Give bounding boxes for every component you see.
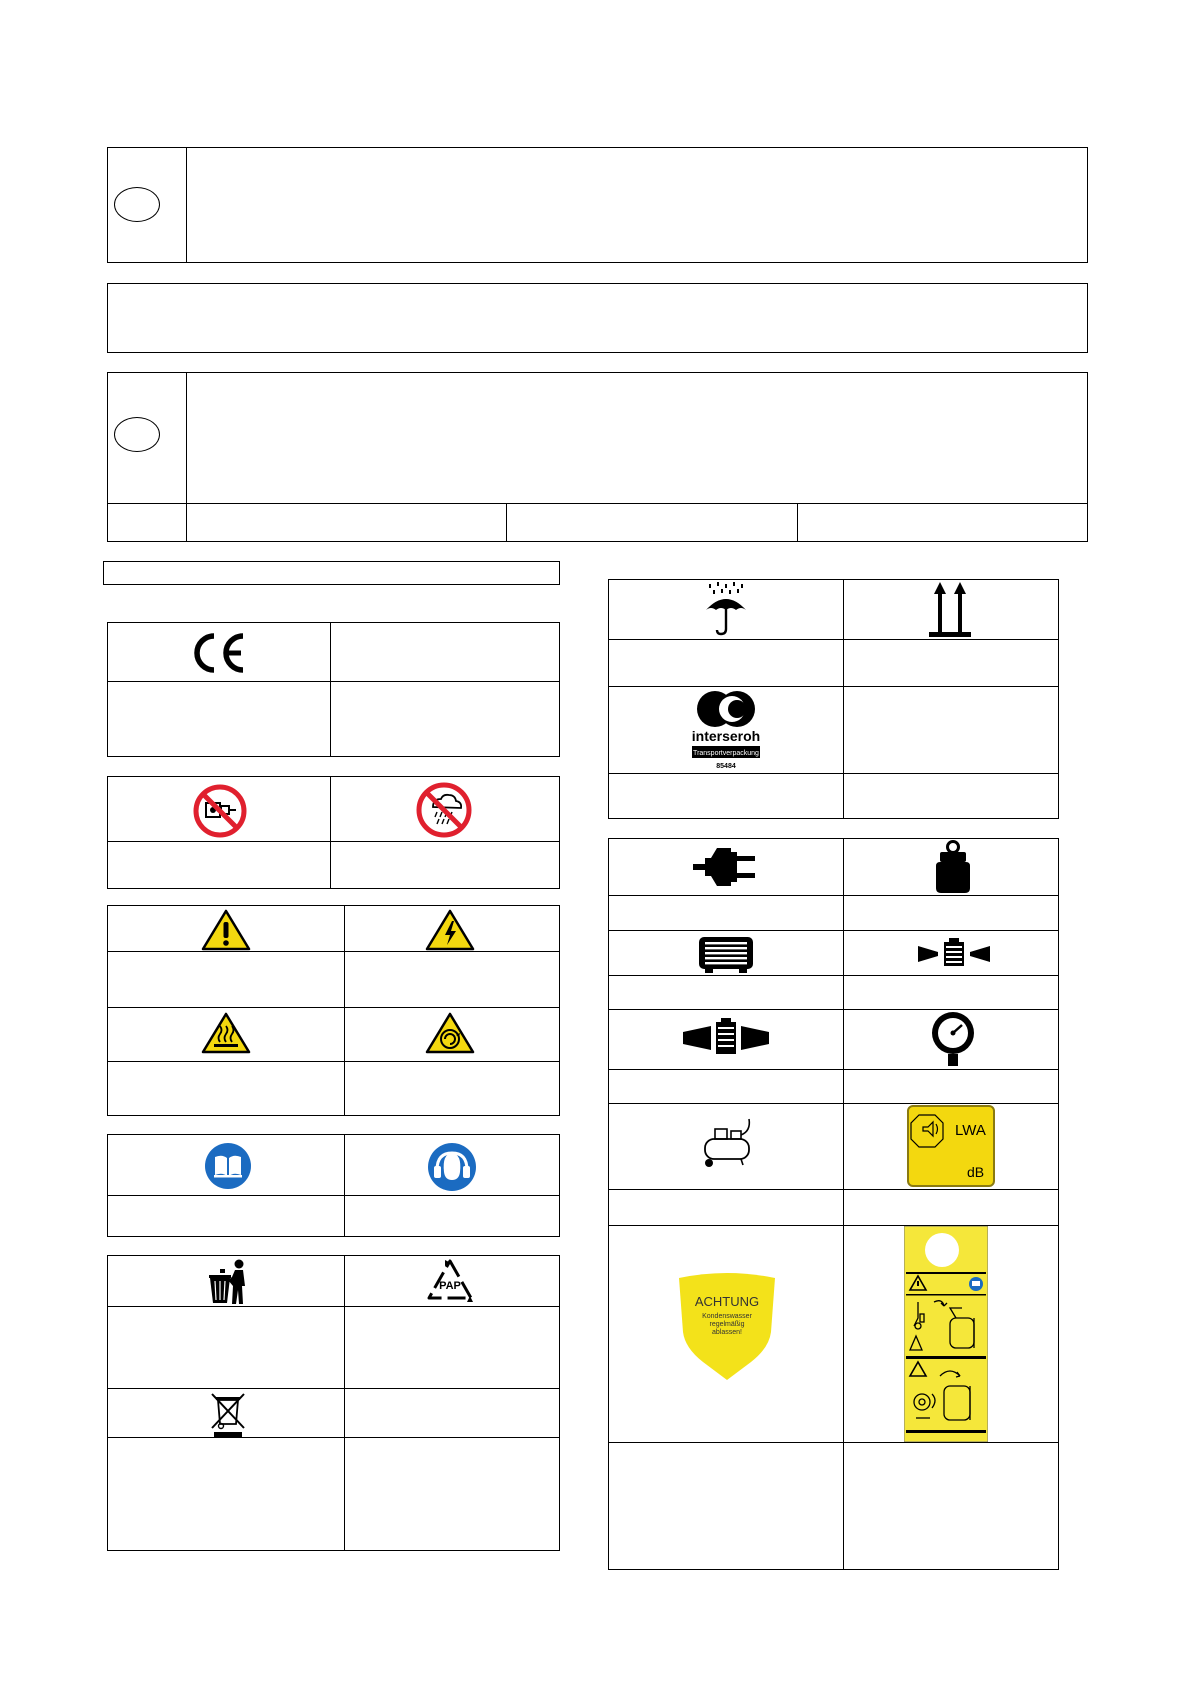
crossed-out-wheelie-bin-icon	[210, 1392, 246, 1439]
prohibition-table	[107, 776, 560, 889]
interseroh-code: 85484	[716, 763, 736, 770]
mandatory-table	[107, 1134, 560, 1237]
read-manual-icon	[204, 1142, 252, 1190]
keep-dry-umbrella-icon	[703, 582, 749, 636]
interseroh-logo	[689, 689, 763, 771]
wear-ear-protection-icon	[427, 1142, 477, 1192]
warning-table	[107, 905, 560, 1116]
header-box-2	[107, 283, 1088, 353]
automatic-start-warning-icon	[425, 1012, 475, 1054]
safety-instruction-sticker-icon	[904, 1226, 988, 1442]
pressure-gauge-icon	[929, 1011, 977, 1067]
language-marker-oval-1	[114, 187, 160, 222]
no-rain-exposure-icon	[415, 781, 473, 839]
packaging-table	[608, 579, 1059, 819]
general-warning-icon	[201, 909, 251, 951]
achtung-line-3: ablassen!	[712, 1329, 742, 1336]
interseroh-sub: Transportverpackung	[693, 750, 759, 757]
power-plug-icon	[693, 844, 759, 890]
cylinder-icon	[681, 1018, 771, 1058]
header-box-3	[107, 372, 1088, 542]
language-marker-oval-2	[114, 417, 160, 452]
dispose-in-bin-icon	[206, 1258, 250, 1305]
hot-surface-warning-icon	[201, 1012, 251, 1054]
weight-icon	[932, 840, 974, 894]
tank-icon	[916, 938, 992, 970]
compressor-icon	[701, 1117, 753, 1171]
sound-power-label-icon	[907, 1105, 995, 1187]
pap-recycling-icon	[425, 1258, 475, 1305]
interseroh-name: interseroh	[691, 728, 761, 744]
technical-table	[608, 838, 1059, 1570]
sound-lwa-text: LWA	[955, 1122, 986, 1139]
header-box-1	[107, 147, 1088, 263]
electric-voltage-warning-icon	[425, 909, 475, 951]
ce-table	[107, 622, 560, 757]
achtung-line-2: regelmäßig	[709, 1321, 745, 1328]
achtung-title: ACHTUNG	[694, 1294, 760, 1309]
condensate-warning-sticker-icon	[675, 1272, 779, 1382]
sound-db-text: dB	[967, 1164, 985, 1180]
achtung-line-1: Kondenswasser	[702, 1313, 752, 1320]
motor-icon	[695, 934, 757, 974]
left-title-bar	[103, 561, 560, 585]
this-way-up-arrows-icon	[927, 580, 973, 638]
no-operation-without-supervision-icon	[192, 783, 248, 839]
pap-text: PAP	[439, 1280, 461, 1292]
ce-mark-icon	[192, 632, 248, 674]
disposal-table	[107, 1255, 560, 1551]
